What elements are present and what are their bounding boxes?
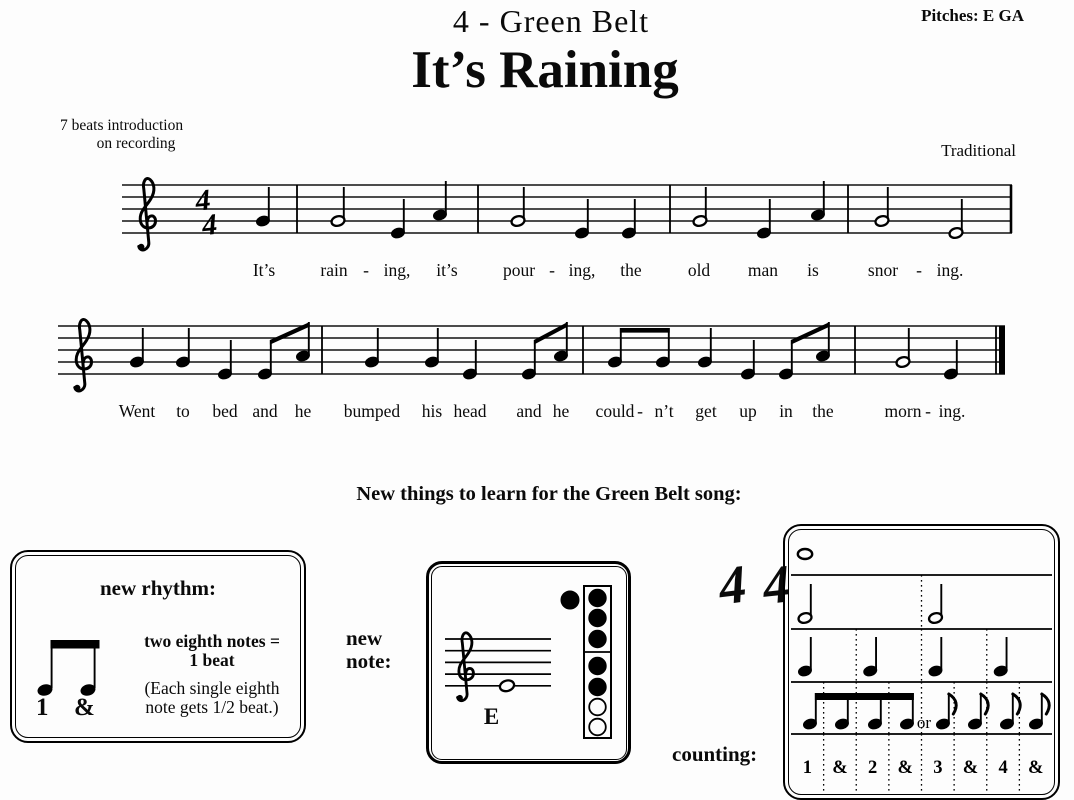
time-signature-top: 4 [715, 553, 750, 617]
count-2: 2 [867, 758, 878, 778]
lyric: ing. [938, 401, 966, 421]
lyric: ing, [383, 260, 411, 280]
final-barline-thick [999, 326, 1005, 374]
treble-clef-stroke [75, 320, 92, 391]
count-amp: & [897, 758, 913, 778]
rhythm-rule-text [124, 632, 300, 717]
lyric: head [453, 401, 487, 421]
counting-grid [791, 532, 1052, 792]
lyric: - [916, 260, 922, 280]
finger-hole-4-closed [589, 658, 606, 675]
eighth-beam [51, 640, 100, 649]
finger-hole-7-open [589, 719, 606, 736]
eighth-note-pair-icon [26, 630, 126, 700]
lyric: pour [502, 260, 536, 280]
count-3: 3 [933, 758, 943, 778]
finger-hole-3-closed [589, 631, 606, 648]
eighth-flag [1042, 694, 1049, 714]
new-note-label [346, 627, 392, 673]
lyric: bed [212, 401, 238, 421]
lyric: rain [320, 260, 348, 280]
treble-clef-stroke [139, 179, 156, 250]
lyric: ing. [936, 260, 964, 280]
finger-hole-1-closed [589, 590, 606, 607]
new-note-box [426, 561, 631, 764]
new-note-name: E [483, 704, 500, 729]
count-1: 1 [802, 758, 812, 778]
eighth-flag [949, 694, 956, 714]
finger-hole-2-closed [589, 610, 606, 627]
new-rhythm-box [10, 550, 306, 743]
whole-note [798, 549, 812, 559]
lyric: - [549, 260, 555, 280]
finger-hole-5-closed [589, 679, 606, 696]
count-amp: & [832, 758, 848, 778]
rhythm-rule-note-line2: note gets 1/2 beat.) [145, 697, 279, 717]
time-signature-bottom: 4 [200, 207, 219, 243]
treble-clef-icon [74, 320, 92, 392]
time-signature-top: 4 [193, 183, 213, 218]
count-amp: & [962, 758, 979, 778]
lyric: and [252, 401, 278, 421]
count-label-one: 1 [36, 694, 49, 721]
lyric: n’t [654, 401, 674, 421]
lyric: get [695, 401, 717, 421]
new-note-head [499, 679, 516, 693]
pitches-label: Pitches: E GA [921, 6, 1024, 25]
lyric: it’s [436, 260, 458, 280]
counting-time-signature [715, 553, 793, 617]
lyric: Went [118, 401, 156, 421]
time-signature-bottom: 4 [759, 553, 793, 616]
new-rhythm-title: new rhythm: [99, 576, 217, 600]
treble-clef-icon [138, 179, 156, 251]
lyric: old [687, 260, 711, 280]
lyric: - [925, 401, 931, 421]
lyric: he [552, 401, 570, 421]
lyric: to [176, 401, 190, 421]
page-title: It’s Raining [411, 41, 679, 99]
intro-note-line2: on recording [96, 135, 176, 152]
rhythm-rule-note-line1: (Each single eighth [144, 678, 280, 698]
belt-heading: 4 - Green Belt [452, 3, 650, 39]
eighth-beam [620, 328, 670, 333]
lyric: It’s [252, 260, 276, 280]
new-note-label-line2: note: [346, 649, 392, 673]
lyric: - [637, 401, 643, 421]
lyric: and [516, 401, 542, 421]
rhythm-rule-bold-line1: two eighth notes = [144, 631, 280, 651]
new-note-label-line1: new [346, 626, 383, 650]
rhythm-rule-bold-line2: 1 beat [189, 650, 235, 670]
eighth-beam [815, 693, 914, 700]
lyric: - [363, 260, 369, 280]
lyric: could [595, 401, 635, 421]
treble-clef-dot [138, 244, 144, 250]
lyric: ing, [568, 260, 596, 280]
thumb-hole [561, 591, 578, 608]
intro-note-line1: 7 beats introduction [60, 117, 184, 134]
lyric: his [421, 401, 443, 421]
finger-hole-6-open [589, 699, 606, 716]
credit-label: Traditional [941, 141, 1016, 160]
count-amp: & [1027, 758, 1044, 778]
learn-section-heading: New things to learn for the Green Belt song: [356, 483, 742, 505]
lyric: morn [884, 401, 922, 421]
lyric: the [812, 401, 834, 421]
treble-clef-stroke [458, 633, 474, 701]
counting-box [783, 524, 1060, 800]
treble-clef-dot [74, 385, 80, 391]
lyric: he [294, 401, 312, 421]
lyric: up [739, 401, 757, 421]
lyric: the [620, 260, 642, 280]
counting-label: counting: [672, 742, 758, 766]
lyric: is [807, 260, 819, 280]
lyric: snor [867, 260, 899, 280]
lyric: man [747, 260, 779, 280]
lyric: in [779, 401, 793, 421]
count-label-amp: & [74, 694, 95, 721]
treble-clef-dot [457, 695, 463, 701]
treble-clef-icon [457, 633, 474, 701]
or-label: or [916, 713, 932, 732]
count-4: 4 [998, 758, 1008, 778]
lyric: bumped [343, 401, 401, 421]
